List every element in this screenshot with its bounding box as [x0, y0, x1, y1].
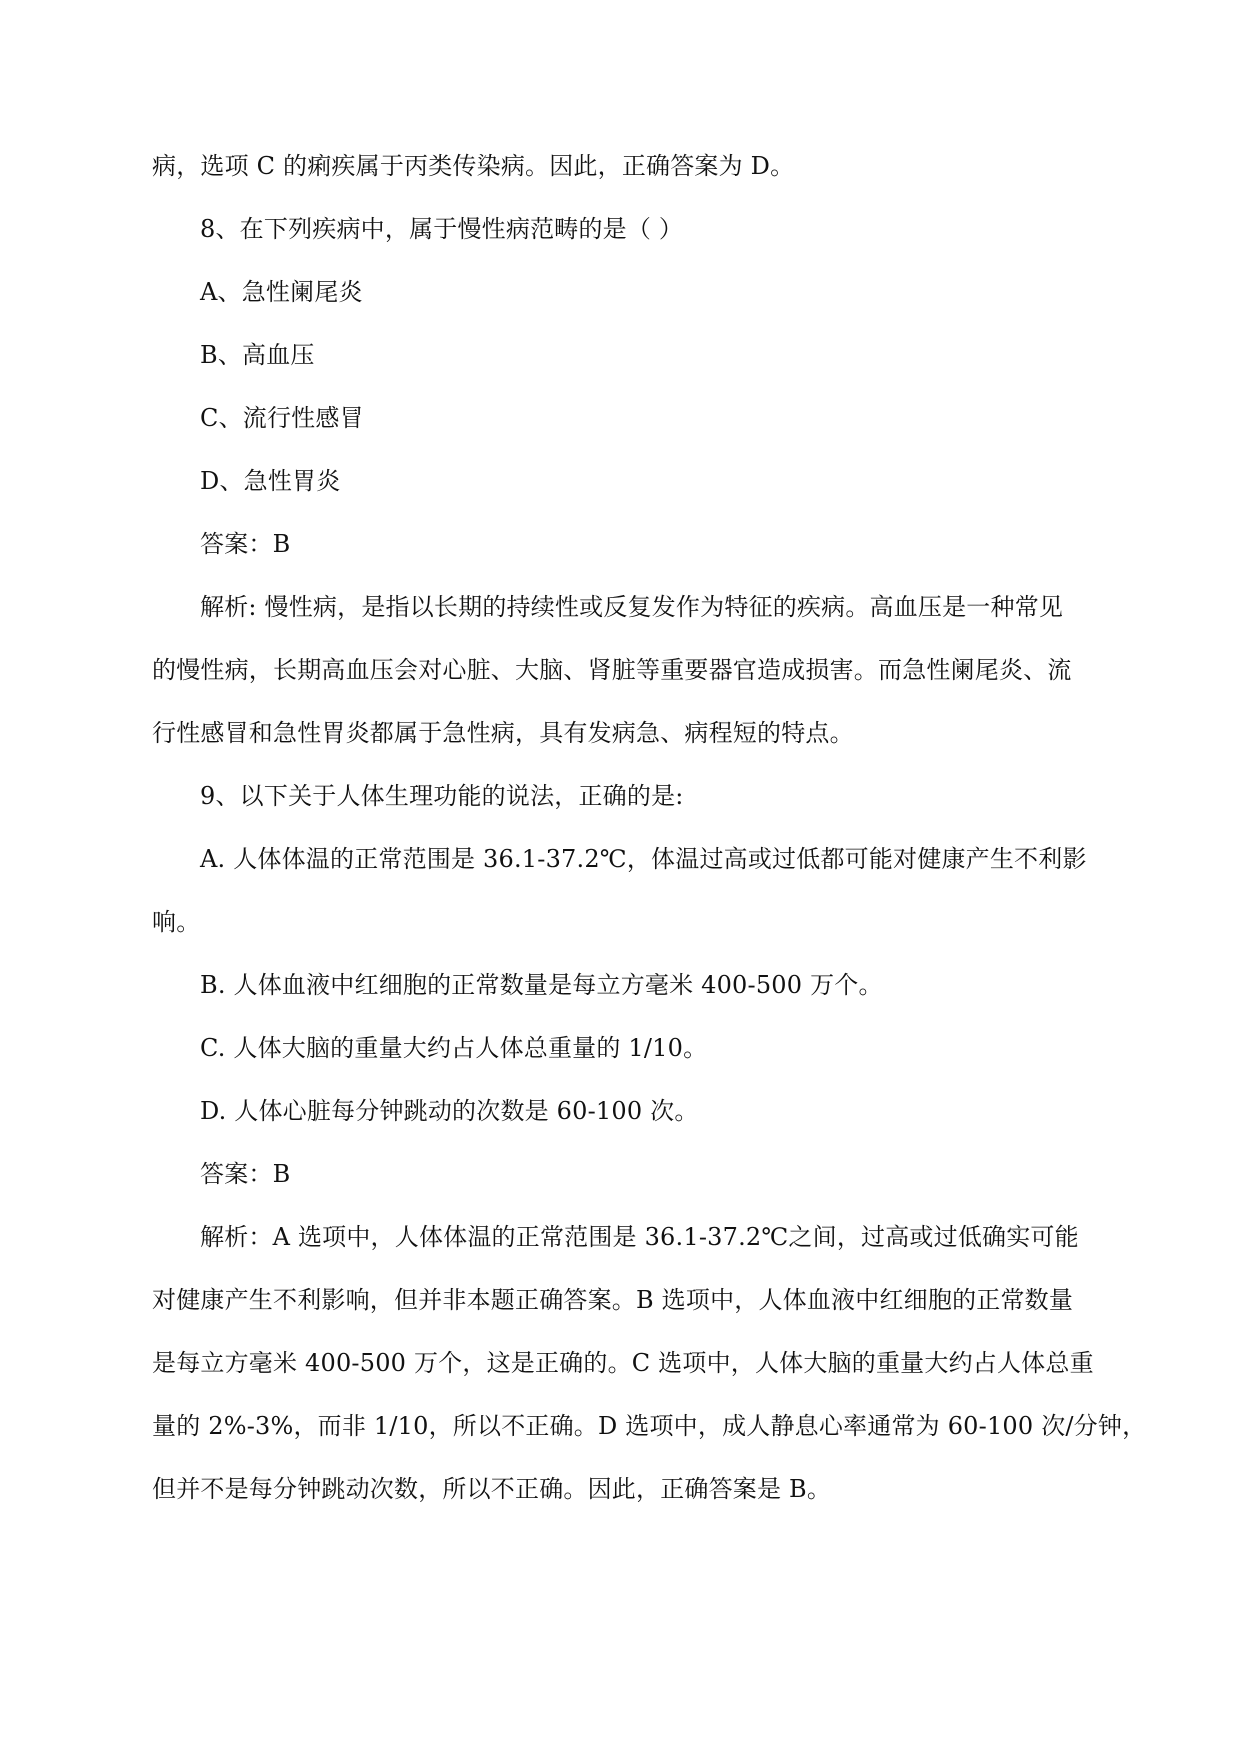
q9-answer: 答案：B [200, 1160, 291, 1188]
q9-explanation-line-2: 对健康产生不利影响，但并非本题正确答案。B 选项中，人体血液中红细胞的正常数量 [152, 1286, 1074, 1314]
q9-option-a-line-2: 响。 [152, 908, 201, 936]
q9-option-d: D. 人体心脏每分钟跳动的次数是 60-100 次。 [200, 1097, 699, 1125]
q9-option-c: C. 人体大脑的重量大约占人体总重量的 1/10。 [200, 1034, 708, 1062]
q8-explanation-line-3: 行性感冒和急性胃炎都属于急性病，具有发病急、病程短的特点。 [152, 719, 854, 747]
q9-explanation-line-1: 解析：A 选项中，人体体温的正常范围是 36.1-37.2℃之间，过高或过低确实可能 [200, 1223, 1079, 1251]
q9-option-a-line-1: A. 人体体温的正常范围是 36.1-37.2℃，体温过高或过低都可能对健康产生不利影 [200, 845, 1087, 873]
q8-option-b: B、高血压 [200, 341, 315, 369]
q9-explanation-line-3: 是每立方毫米 400-500 万个，这是正确的。C 选项中，人体大脑的重量大约占人体总重 [152, 1349, 1094, 1377]
q8-answer: 答案：B [200, 530, 291, 558]
q9-question: 9、以下关于人体生理功能的说法，正确的是: [200, 782, 684, 810]
q9-explanation-line-4: 量的 2%-3%，而非 1/10，所以不正确。D 选项中，成人静息心率通常为 60-100 次/分钟， [152, 1412, 1147, 1440]
q8-option-d: D、急性胃炎 [200, 467, 341, 495]
q8-explanation-line-2: 的慢性病，长期高血压会对心脏、大脑、肾脏等重要器官造成损害。而急性阑尾炎、流 [152, 656, 1072, 684]
q7-explanation-end: 病，选项 C 的痢疾属于丙类传染病。因此，正确答案为 D。 [152, 152, 795, 180]
q9-option-b: B. 人体血液中红细胞的正常数量是每立方毫米 400-500 万个。 [200, 971, 883, 999]
q8-option-c: C、流行性感冒 [200, 404, 364, 432]
q8-explanation-line-1: 解析: 慢性病，是指以长期的持续性或反复发作为特征的疾病。高血压是一种常见 [200, 593, 1064, 621]
q9-explanation-line-5: 但并不是每分钟跳动次数，所以不正确。因此，正确答案是 B。 [152, 1475, 832, 1503]
q8-question: 8、在下列疾病中，属于慢性病范畴的是（ ） [200, 215, 684, 243]
q8-option-a: A、急性阑尾炎 [200, 278, 363, 306]
